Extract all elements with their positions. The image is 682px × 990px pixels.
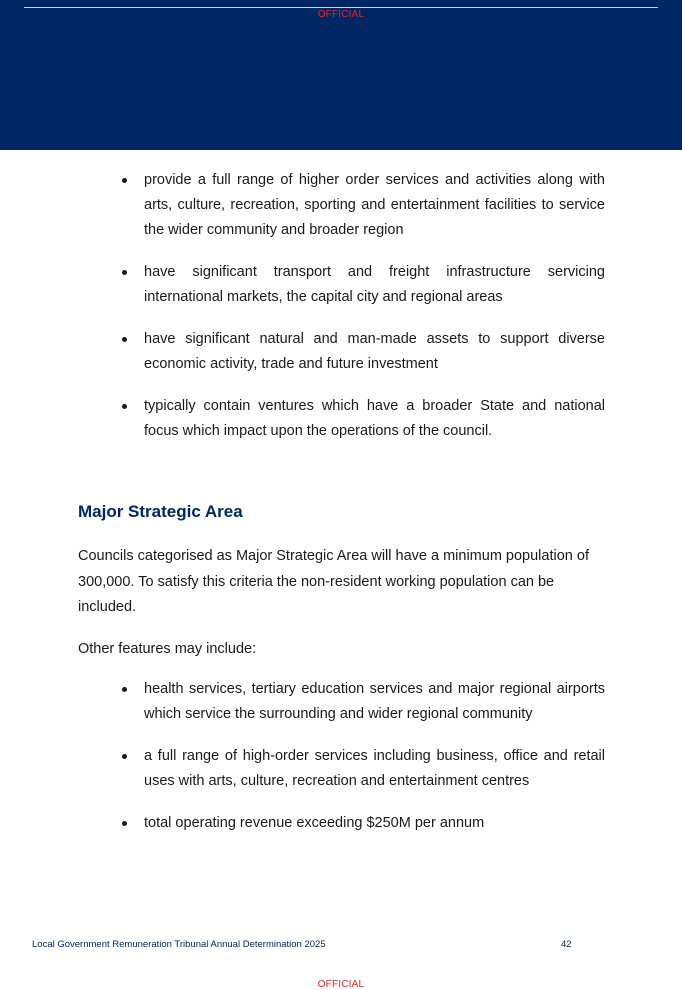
classification-label-top: OFFICIAL bbox=[317, 9, 365, 20]
section-intro-paragraph: Councils categorised as Major Strategic Area will have a minimum population of 300,000. To satisfy this criteria the non-resident working population can be included. bbox=[78, 548, 589, 615]
list-item: have significant natural and man-made assets to support diverse economic activity, trade and future investment bbox=[144, 327, 605, 377]
list-item: a full range of high-order services including business, office and retail uses with arts, culture, recreation and entertainment centres bbox=[144, 744, 605, 794]
list-item: typically contain ventures which have a broader State and national focus which impact upon the operations of the council. bbox=[144, 394, 605, 444]
list-item: have significant transport and freight infrastructure servicing international markets, the capital city and regional areas bbox=[144, 260, 605, 310]
features-bullet-list bbox=[144, 168, 605, 461]
list-item: health services, tertiary education services and major regional airports which service the surrounding and wider regional community bbox=[144, 677, 605, 727]
major-strategic-bullet-list bbox=[144, 677, 605, 853]
other-features-paragraph: Other features may include: bbox=[78, 641, 257, 657]
section-heading: Major Strategic Area bbox=[78, 502, 243, 521]
list-item: total operating revenue exceeding $250M per annum bbox=[144, 811, 605, 836]
footer-page-number: 42 bbox=[561, 939, 572, 950]
header-band bbox=[0, 0, 682, 150]
header-rule bbox=[24, 7, 658, 8]
list-item: provide a full range of higher order services and activities along with arts, culture, recreation, sporting and entertainment facilities to service the wider community and broader region bbox=[144, 168, 605, 243]
classification-label-bottom: OFFICIAL bbox=[317, 979, 365, 990]
footer-document-title: Local Government Remuneration Tribunal Annual Determination 2025 bbox=[32, 939, 326, 950]
